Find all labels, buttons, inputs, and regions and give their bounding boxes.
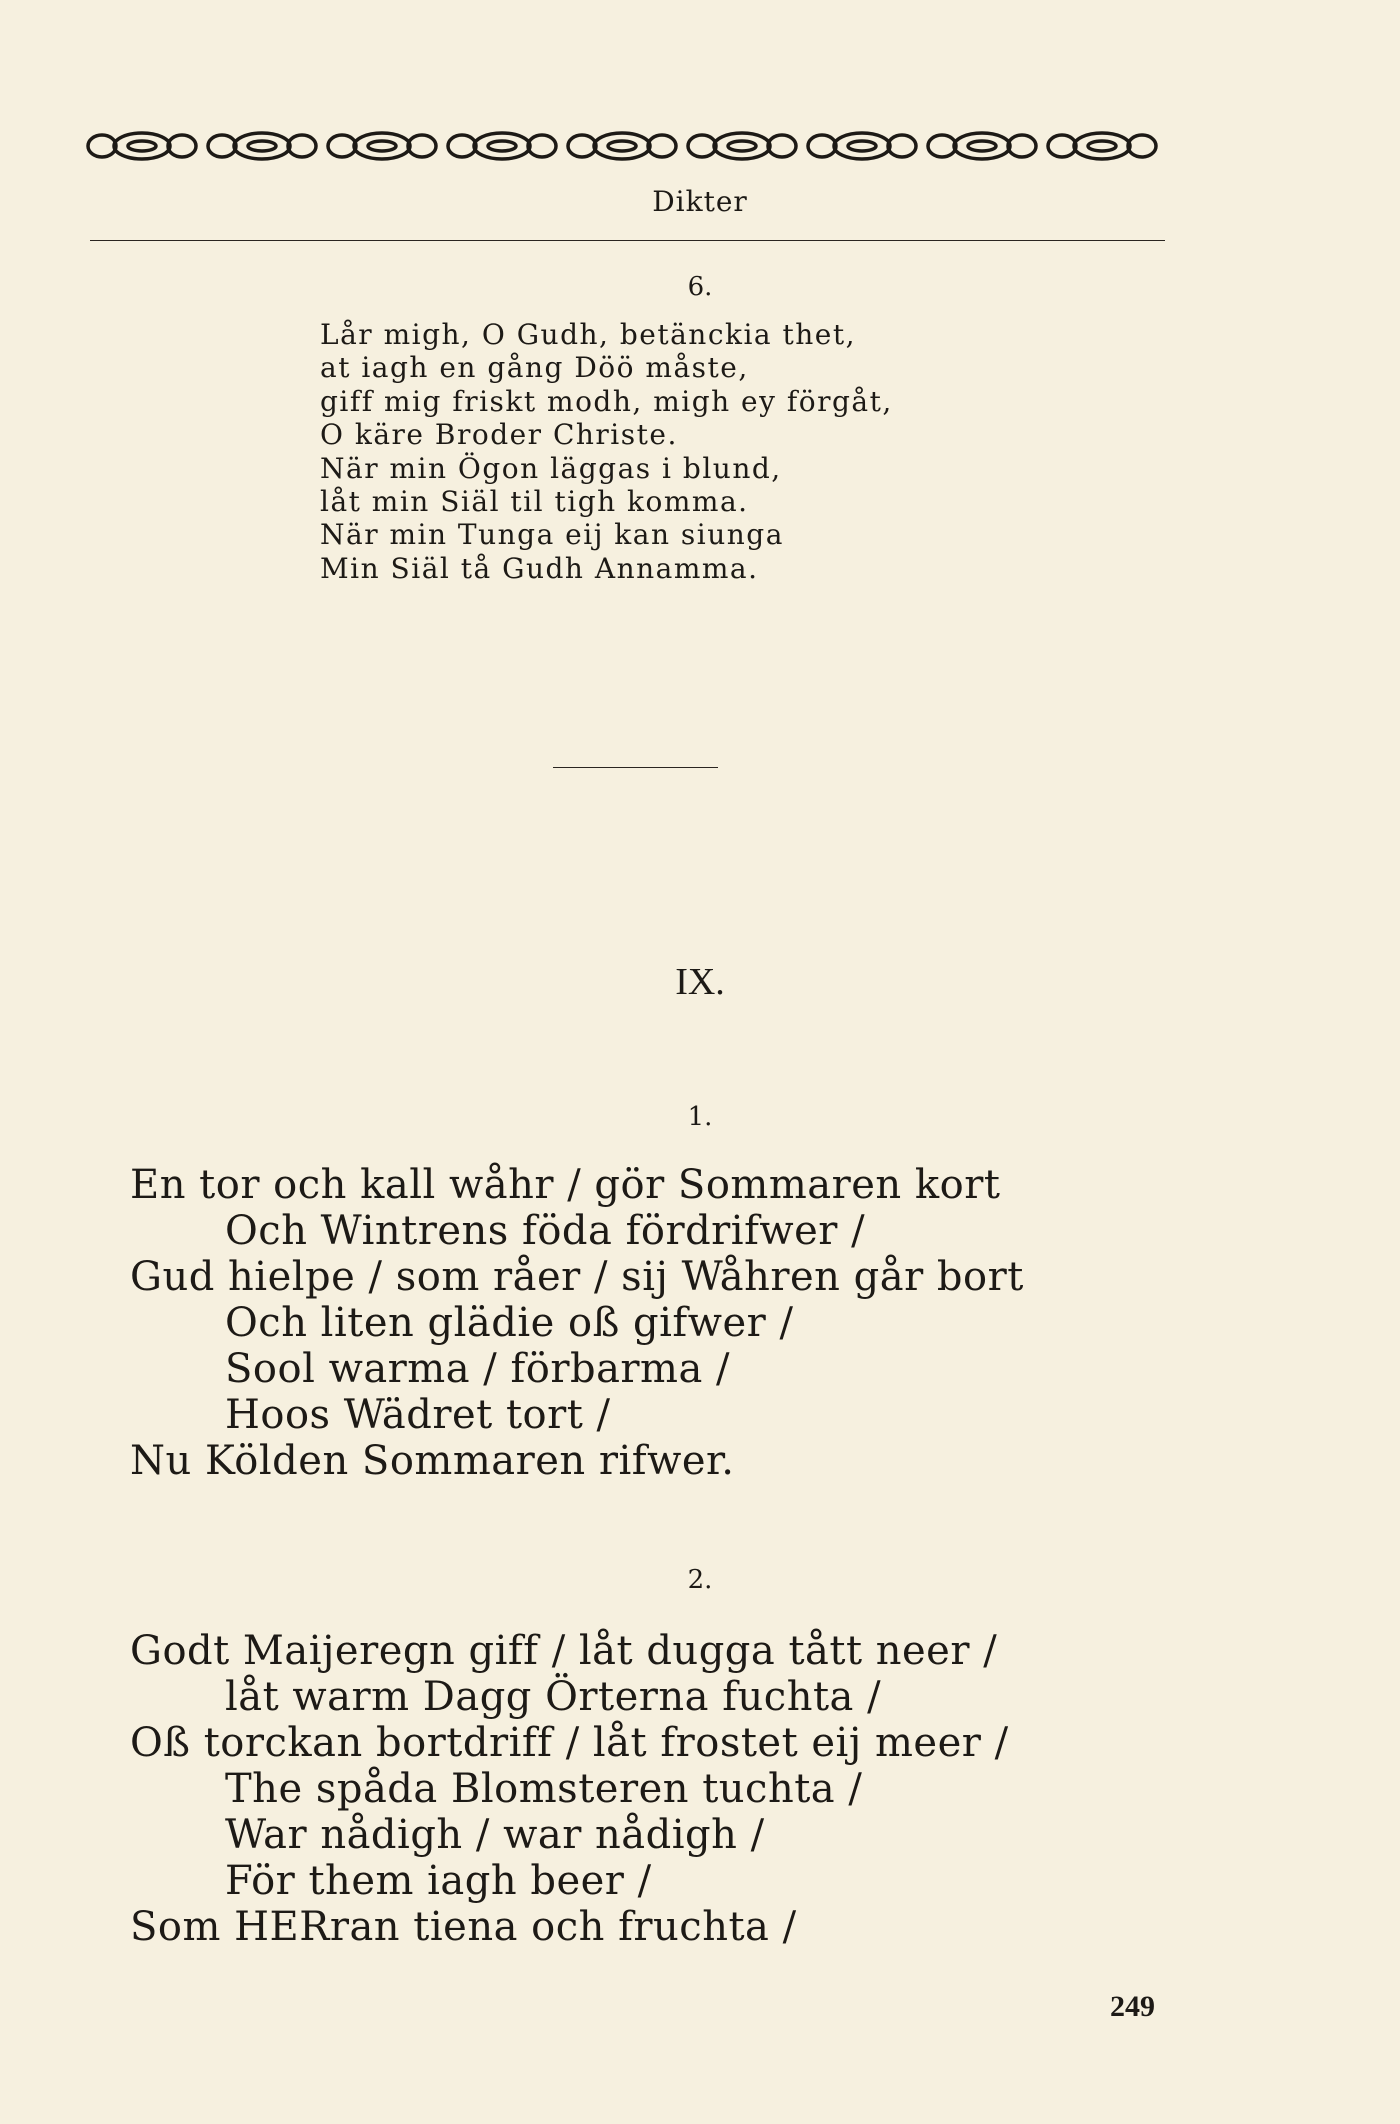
chain-border-ornament: [80, 128, 1180, 164]
poem-line: Godt Maijeregn giff / låt dugga tått neer /: [130, 1628, 998, 1674]
part-title: IX.: [675, 961, 725, 1003]
poem-number: 2.: [687, 1565, 713, 1595]
poem-line: Och liten glädie oß gifwer /: [225, 1300, 794, 1346]
poem-stanza: [130, 1162, 1024, 1484]
poem-line: låt warm Dagg Örterna fuchta /: [225, 1674, 882, 1720]
poem-line: Oß torckan bortdriff / låt frostet eij meer /: [130, 1720, 1009, 1766]
poem-line: När min Ögon läggas i blund,: [320, 451, 782, 485]
poem-line: Lår migh, O Gudh, betänckia thet,: [320, 318, 857, 351]
poem-line: Nu Kölden Sommaren rifwer.: [130, 1438, 735, 1484]
poem-line: Och Wintrens föda fördrifwer /: [225, 1208, 866, 1254]
poem-line: Gud hielpe / som råer / sij Wåhren går bort: [130, 1254, 1024, 1300]
poem-stanza: [130, 1628, 1009, 1950]
poem-line: När min Tunga eij kan siunga: [320, 518, 784, 552]
poem-line: Min Siäl tå Gudh Annamma.: [320, 551, 759, 585]
poem-line: Hoos Wädret tort /: [225, 1392, 611, 1438]
poem-stanza: [320, 318, 893, 585]
header-rule: [90, 240, 1165, 241]
poem-line: O käre Broder Christe.: [320, 418, 678, 452]
poem-number: 6.: [687, 272, 713, 302]
poem-line: giff mig friskt modh, migh ey förgåt,: [320, 384, 893, 418]
poem-line: Sool warma / förbarma /: [225, 1346, 731, 1392]
section-divider: [553, 767, 718, 768]
poem-line: låt min Siäl til tigh komma.: [320, 485, 749, 519]
poem-line: Som HERran tiena och fruchta /: [130, 1904, 797, 1950]
poem-number: 1.: [687, 1102, 713, 1132]
poem-line: War nådigh / war nådigh /: [225, 1812, 765, 1858]
page-number: 249: [1110, 1990, 1155, 2023]
running-title: Dikter: [652, 185, 748, 218]
poem-line: En tor och kall wåhr / gör Sommaren kort: [130, 1162, 1001, 1208]
poem-line: För them iagh beer /: [225, 1858, 652, 1904]
poem-line: The spåda Blomsteren tuchta /: [225, 1766, 863, 1812]
poem-line: at iagh en gång Döö måste,: [320, 351, 749, 385]
